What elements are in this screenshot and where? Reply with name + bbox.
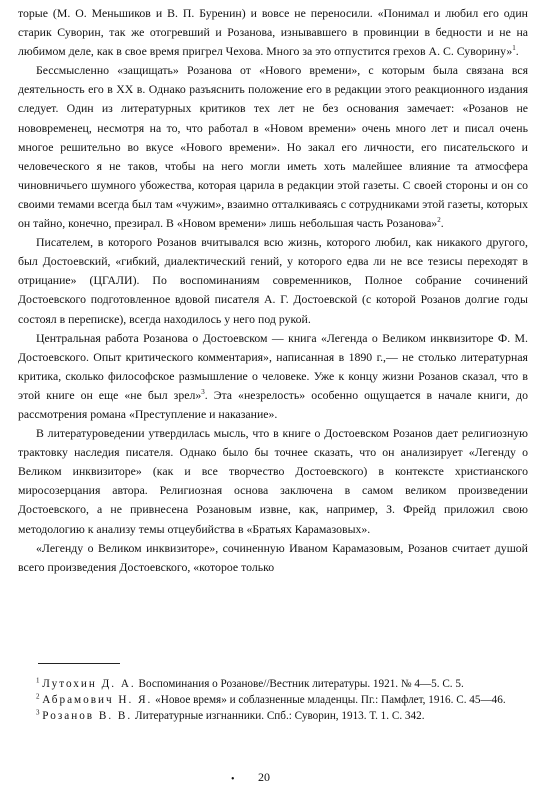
footnote-author: Лутохин Д. А. (42, 678, 136, 690)
paragraph-3 (18, 233, 528, 328)
paragraph-tail: . (515, 44, 519, 59)
footnote-2 (18, 692, 528, 708)
footnote-ref: 2 (437, 216, 441, 225)
page-number: 20 (258, 770, 270, 784)
bullet-mark: • (231, 774, 235, 785)
paragraph-6 (18, 539, 528, 577)
footnote-ref: 3 (201, 387, 205, 396)
footnote-text: «Новое время» и соблазненные младенцы. Пг.: Памфлет, 1916. С. 45—46. (152, 694, 506, 707)
footnote-1 (18, 676, 528, 692)
paragraph-text: В литературоведении утвердилась мысль, что в книге о Достоевском Розанов дает религиозную трактовку наследия писателя. Однако было бы точнее сказать, что он анализирует «Легенду о Великом инквизиторе» (как и все творчество Достоевского) в контексте христианского миросозерцания автора. Религиозная основа заключена в самом великом произведении Достоевского, а не привнесена Розановым извне, как, например, З. Фрейд приложил свою методологию к анализу темы отцеубийства в «Братьях Карамазовых». (18, 426, 528, 536)
footnote-author: Абрамович Н. Я. (42, 694, 153, 707)
paragraph-5 (18, 424, 528, 539)
paragraph-tail: . (440, 216, 444, 231)
footnote-ref: 1 (512, 44, 516, 53)
footnote-text: Воспоминания о Розанове//Вестник литературы. 1921. № 4—5. С. 5. (135, 678, 464, 690)
paragraph-2 (18, 61, 528, 233)
footnote-author: Розанов В. В. (42, 710, 133, 723)
paragraph-text: «Легенду о Великом инквизиторе», сочиненную Иваном Карамазовым, Розанов считает душой всего произведения Достоевского, «которое только (18, 540, 528, 574)
footnotes (18, 676, 528, 725)
paragraph-text: торые (М. О. Меньшиков и В. П. Буренин) и вовсе не переносили. «Понимал и любил его один старик Суворин, так же отогревший и Розанова, изнывавшего в провинции в бедности и не на любимом деле, как в свое время пригрел Чехова. Много за это отпустится грехов А. С. Суворину» (18, 6, 528, 59)
footnote-3 (18, 708, 528, 724)
footnote-mark: 1 (36, 676, 40, 685)
footnote-text: Литературные изгнанники. Спб.: Суворин, 1913. Т. 1. С. 342. (132, 710, 425, 723)
footnote-mark: 3 (36, 708, 40, 717)
footnote-divider (38, 663, 120, 664)
paragraph-1 (18, 4, 528, 61)
paragraph-tail: . Эта «незрелость» особенно ощущается в начале книги, до рассмотрения романа «Преступление и наказание». (18, 387, 528, 421)
main-text (18, 4, 528, 577)
paragraph-text: Центральная работа Розанова о Достоевском — книга «Легенда о Великом инквизиторе Ф. М. Достоевского. Опыт критического комментария», написанная в 1890 г.,— не столько литературная критика, сколько философское размышление о человеке. Уже к концу жизни Розанов сказал, что в этой книге он еще «не был зрел» (18, 330, 528, 402)
paragraph-4 (18, 329, 528, 424)
footnote-mark: 2 (36, 692, 40, 701)
paragraph-text: Бессмысленно «защищать» Розанова от «Нового времени», с которым была связана вся деятельность его в XX в. Однако разъяснить положение его в редакции этого реакционного издания следует. Один из литературных критиков тех лет не без основания замечает: «Розанов не нововременец, несмотря на то, что работал в «Новом времени» очень много лет и писал очень многое решительно во вкусе «Нового времени». Но закал его личности, его писательского и человеческого я не таков, чтобы на него могли иметь хоть малейшее влияние та атмосфера чиновничьего шумного убожества, которая царила в редакции этой газеты. С своей стороны и он со своими темами всегда был там «чужим», взаимно отталкиваясь с сотрудниками этой газеты, которых он тайно, конечно, презирал. В «Новом времени» лишь небольшая часть Розанова» (18, 63, 528, 231)
paragraph-text: Писателем, в которого Розанов вчитывался всю жизнь, которого любил, как никакого другого, был Достоевский, «гибкий, диалектический гений, у которого едва ли не все тезисы переходят в отрицание» (ЦГАЛИ). По воспоминаниям современников, Полное собрание сочинений Достоевского подготовленное вдовой писателя А. Г. Достоевской (с которой Розанов долгие годы состоял в переписке), всегда находилось у него под рукой. (18, 235, 528, 326)
